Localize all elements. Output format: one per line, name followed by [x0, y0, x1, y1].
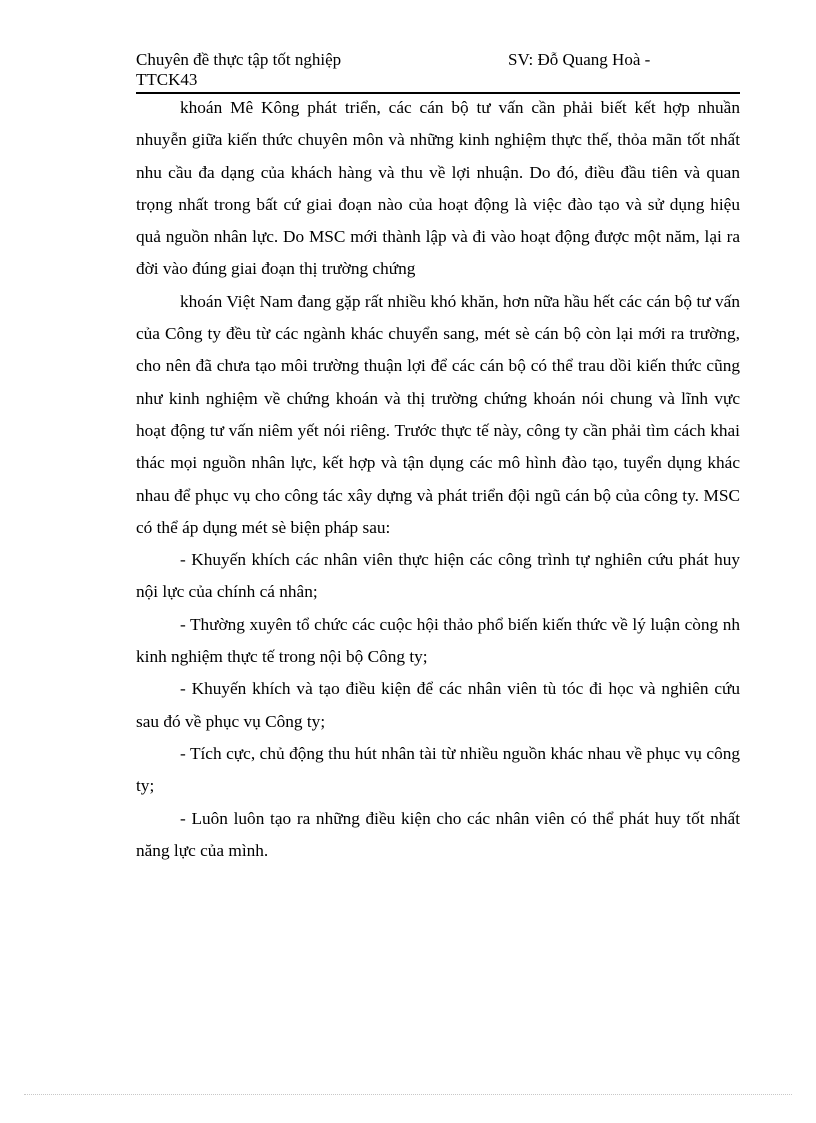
- list-item: - Luôn luôn tạo ra những điều kiện cho các nhân viên có thể phát huy tốt nhất năng lực của mình.: [136, 808, 740, 860]
- paragraph: khoán Việt Nam đang gặp rất nhiều khó khăn, hơn nữa hầu hết các cán bộ tư vấn của Công ty đều từ các ngành khác chuyển sang, mét sè cán bộ còn lại mới ra trường, cho nên đã chưa tạo môi trường thuận lợi để các cán bộ có thể trau dồi kiến thức cũng như kinh nghiệm về chứng khoán và thị trường chứng khoán nói chung và lĩnh vực hoạt động tư vấn niêm yết nói riêng. Trước thực tế này, công ty cần phải tìm cách khai thác mọi nguồn nhân lực, kết hợp và tận dụng các mô hình đào tạo, tuyển dụng khác nhau để phục vụ cho công tác xây dựng và phát triển đội ngũ cán bộ của công ty. MSC có thể áp dụng mét sè biện pháp sau:: [136, 291, 740, 537]
- student-name: SV: Đỗ Quang Hoà -: [508, 50, 651, 69]
- list-item: - Khuyến khích và tạo điều kiện để các nhân viên tù tóc đi học và nghiên cứu sau đó về phục vụ Công ty;: [136, 679, 740, 731]
- document-title: Chuyên đề thực tập tốt nghiệp: [136, 50, 342, 69]
- document-body: [136, 92, 740, 867]
- class-code: TTCK43: [136, 70, 198, 89]
- list-item: - Khuyến khích các nhân viên thực hiện các công trình tự nghiên cứu phát huy nội lực của chính cá nhân;: [136, 550, 740, 602]
- list-item: - Thường xuyên tổ chức các cuộc hội thảo phổ biến kiến thức về lý luận còng nh kinh nghiệm thực tế trong nội bộ Công ty;: [136, 614, 740, 667]
- paragraph: khoán Mê Kông phát triển, các cán bộ tư vấn cần phải biết kết hợp nhuần nhuyễn giữa kiến thức chuyên môn và những kinh nghiệm thực thế, thỏa mãn tốt nhất nhu cầu đa dạng của khách hàng và thu về lợi nhuận. Do đó, điều đầu tiên và quan trọng nhất trong bất cứ giai đoạn nào của hoạt động là việc đào tạo và sử dụng hiệu quả nguồn nhân lực. Do MSC mới thành lập và đi vào hoạt động được một năm, lại ra đời vào đúng giai đoạn thị trường chứng: [136, 98, 740, 279]
- page-bottom-border: [24, 1094, 792, 1095]
- list-item: - Tích cực, chủ động thu hút nhân tài từ nhiều nguồn khác nhau về phục vụ công ty;: [136, 743, 740, 796]
